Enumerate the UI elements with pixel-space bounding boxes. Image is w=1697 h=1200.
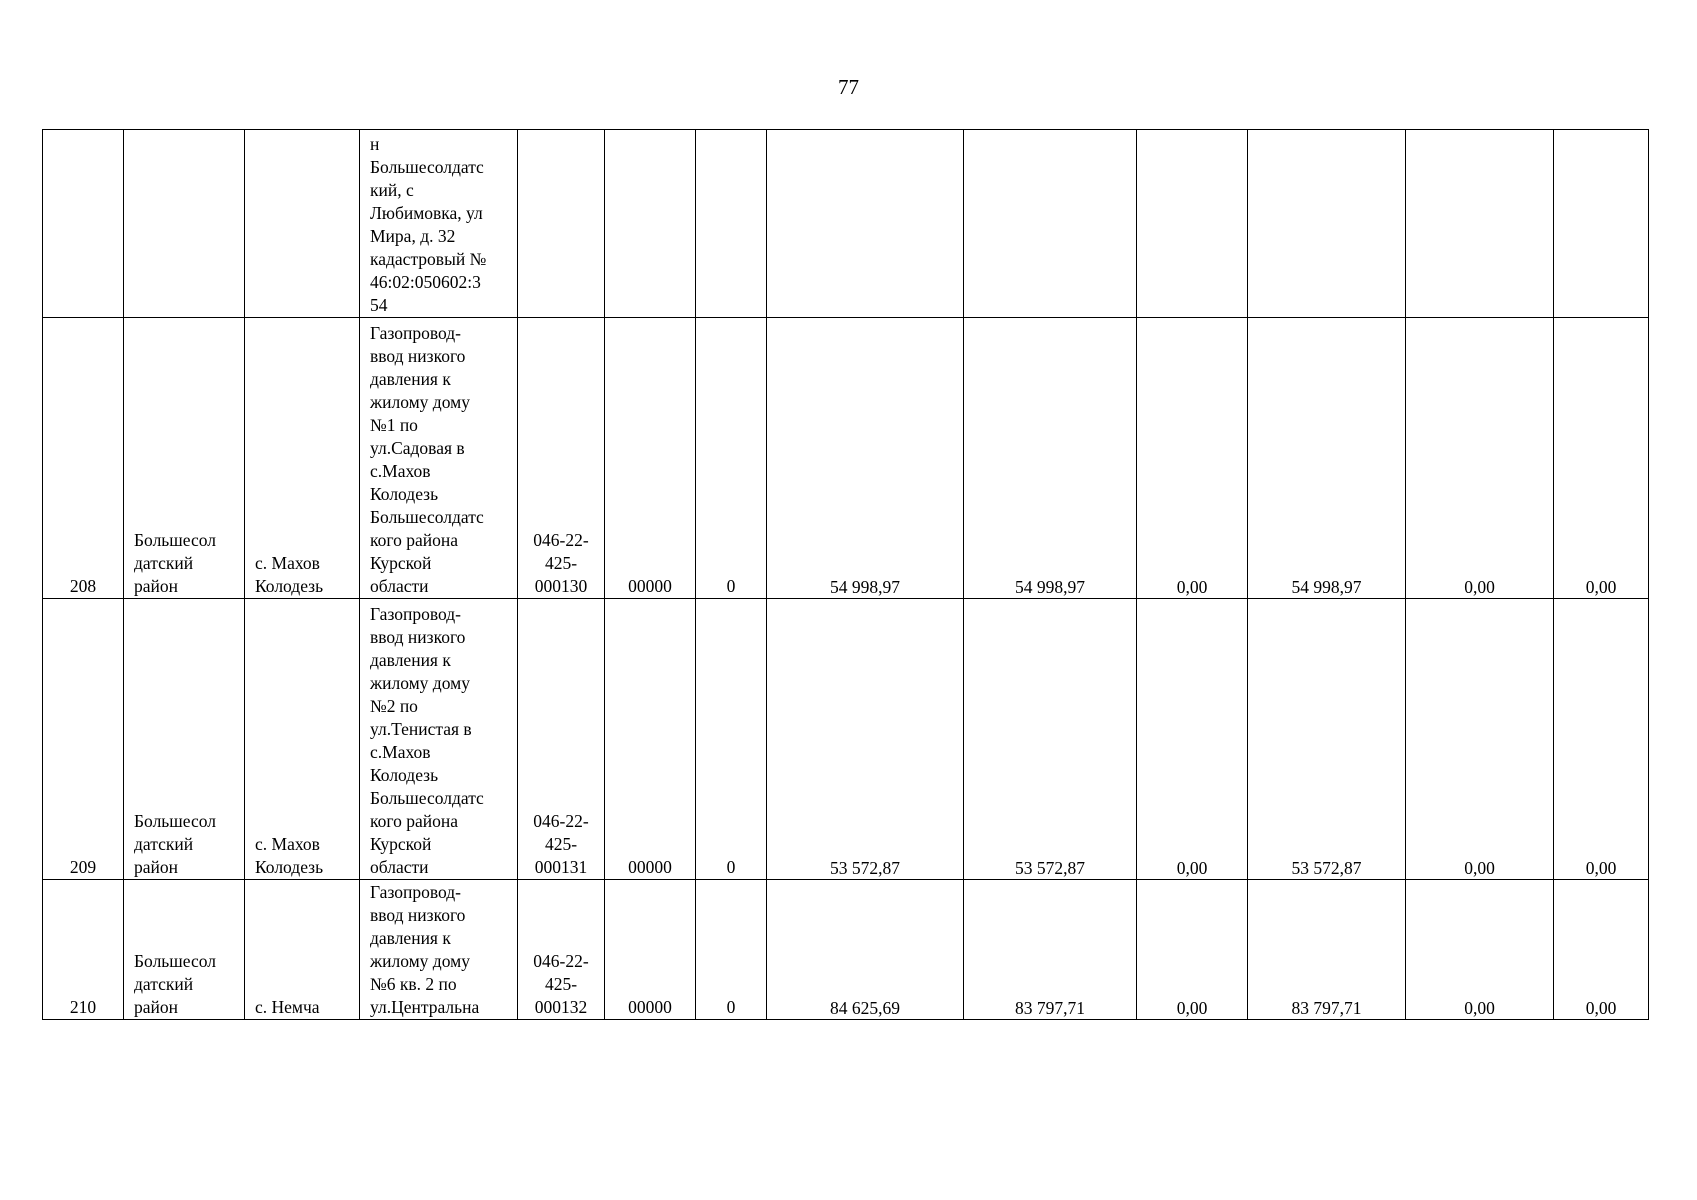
code-part-cell xyxy=(605,318,696,599)
value-text-6: 0,00 xyxy=(1585,998,1617,1018)
district-cell xyxy=(124,880,245,1020)
value-cell-4 xyxy=(1248,130,1406,318)
description-text: Газопровод- ввод низкого давления к жилому дому №2 по ул.Тенистая в с.Махов Колодезь Большесолдатс кого района Курской области xyxy=(370,604,484,877)
table-body xyxy=(43,130,1649,1020)
object-code-cell xyxy=(518,599,605,880)
value-cell-6 xyxy=(1554,880,1649,1020)
value-text-5: 0,00 xyxy=(1464,858,1495,878)
district-cell xyxy=(124,130,245,318)
value-cell-3 xyxy=(1137,880,1248,1020)
value-text-6: 0,00 xyxy=(1585,577,1617,597)
code-part-text: 00000 xyxy=(628,997,672,1017)
district-cell xyxy=(124,318,245,599)
value-text-3: 0,00 xyxy=(1176,577,1208,597)
flag-cell xyxy=(696,599,767,880)
flag-cell xyxy=(696,130,767,318)
flag-text: 0 xyxy=(726,857,736,877)
value-cell-1 xyxy=(767,130,964,318)
value-cell-2 xyxy=(964,880,1137,1020)
value-cell-2 xyxy=(964,130,1137,318)
object-code-cell xyxy=(518,880,605,1020)
value-cell-4 xyxy=(1248,599,1406,880)
table-row xyxy=(43,318,1649,599)
value-text-5: 0,00 xyxy=(1464,577,1495,597)
locality-text: с. Махов Колодезь xyxy=(255,834,324,877)
flag-text: 0 xyxy=(726,576,736,596)
district-text: Большесол датский район xyxy=(134,530,216,596)
locality-cell xyxy=(245,599,360,880)
row-number-text: 210 xyxy=(69,997,97,1017)
value-cell-2 xyxy=(964,599,1137,880)
value-text-1: 53 572,87 xyxy=(830,858,900,878)
value-text-4: 54 998,97 xyxy=(1291,577,1362,597)
value-text-1: 54 998,97 xyxy=(830,577,900,597)
row-number-text: 208 xyxy=(69,576,97,596)
value-text-4: 53 572,87 xyxy=(1291,858,1362,878)
value-cell-3 xyxy=(1137,318,1248,599)
code-part-cell xyxy=(605,130,696,318)
value-cell-6 xyxy=(1554,130,1649,318)
locality-text: с. Немча xyxy=(255,997,320,1017)
value-cell-1 xyxy=(767,880,964,1020)
value-cell-4 xyxy=(1248,318,1406,599)
district-text: Большесол датский район xyxy=(134,811,216,877)
code-part-cell xyxy=(605,880,696,1020)
value-cell-5 xyxy=(1406,130,1554,318)
description-text: Газопровод- ввод низкого давления к жилому дому №1 по ул.Садовая в с.Махов Колодезь Большесолдатс кого района Курской области xyxy=(370,323,484,596)
flag-text: 0 xyxy=(726,997,736,1017)
value-cell-4 xyxy=(1248,880,1406,1020)
value-text-1: 84 625,69 xyxy=(830,998,900,1018)
locality-cell xyxy=(245,880,360,1020)
row-number-cell xyxy=(43,318,124,599)
row-number-cell xyxy=(43,599,124,880)
object-code-cell xyxy=(518,130,605,318)
registry-table xyxy=(42,129,1649,1020)
value-cell-3 xyxy=(1137,130,1248,318)
locality-cell xyxy=(245,130,360,318)
district-text: Большесол датский район xyxy=(134,951,216,1017)
value-text-5: 0,00 xyxy=(1464,998,1495,1018)
value-text-3: 0,00 xyxy=(1176,858,1208,878)
code-part-text: 00000 xyxy=(628,576,672,596)
object-code-text: 046-22- 425- 000131 xyxy=(533,811,589,877)
value-cell-1 xyxy=(767,318,964,599)
value-cell-5 xyxy=(1406,318,1554,599)
description-cell xyxy=(360,130,518,318)
table-row xyxy=(43,599,1649,880)
code-part-cell xyxy=(605,599,696,880)
object-code-text: 046-22- 425- 000132 xyxy=(533,951,589,1017)
value-text-6: 0,00 xyxy=(1585,858,1617,878)
value-cell-3 xyxy=(1137,599,1248,880)
value-text-2: 53 572,87 xyxy=(1015,858,1085,878)
description-cell xyxy=(360,599,518,880)
description-text: Газопровод- ввод низкого давления к жилому дому №6 кв. 2 по ул.Центральна xyxy=(370,882,480,1017)
description-text: н Большесолдатс кий, с Любимовка, ул Мира, д. 32 кадастровый № 46:02:050602:3 54 xyxy=(370,134,487,315)
value-text-2: 83 797,71 xyxy=(1015,998,1085,1018)
row-number-cell xyxy=(43,880,124,1020)
value-cell-2 xyxy=(964,318,1137,599)
page-number: 77 xyxy=(838,75,859,99)
table-row xyxy=(43,880,1649,1020)
object-code-cell xyxy=(518,318,605,599)
value-text-2: 54 998,97 xyxy=(1015,577,1085,597)
value-cell-5 xyxy=(1406,599,1554,880)
locality-cell xyxy=(245,318,360,599)
value-cell-5 xyxy=(1406,880,1554,1020)
description-cell xyxy=(360,318,518,599)
flag-cell xyxy=(696,318,767,599)
district-cell xyxy=(124,599,245,880)
value-cell-6 xyxy=(1554,318,1649,599)
value-cell-1 xyxy=(767,599,964,880)
table-row xyxy=(43,130,1649,318)
row-number-text: 209 xyxy=(69,857,97,877)
object-code-text: 046-22- 425- 000130 xyxy=(533,530,589,596)
value-text-4: 83 797,71 xyxy=(1291,998,1362,1018)
value-text-3: 0,00 xyxy=(1176,998,1208,1018)
row-number-cell xyxy=(43,130,124,318)
locality-text: с. Махов Колодезь xyxy=(255,553,324,596)
flag-cell xyxy=(696,880,767,1020)
value-cell-6 xyxy=(1554,599,1649,880)
code-part-text: 00000 xyxy=(628,857,672,877)
description-cell xyxy=(360,880,518,1020)
